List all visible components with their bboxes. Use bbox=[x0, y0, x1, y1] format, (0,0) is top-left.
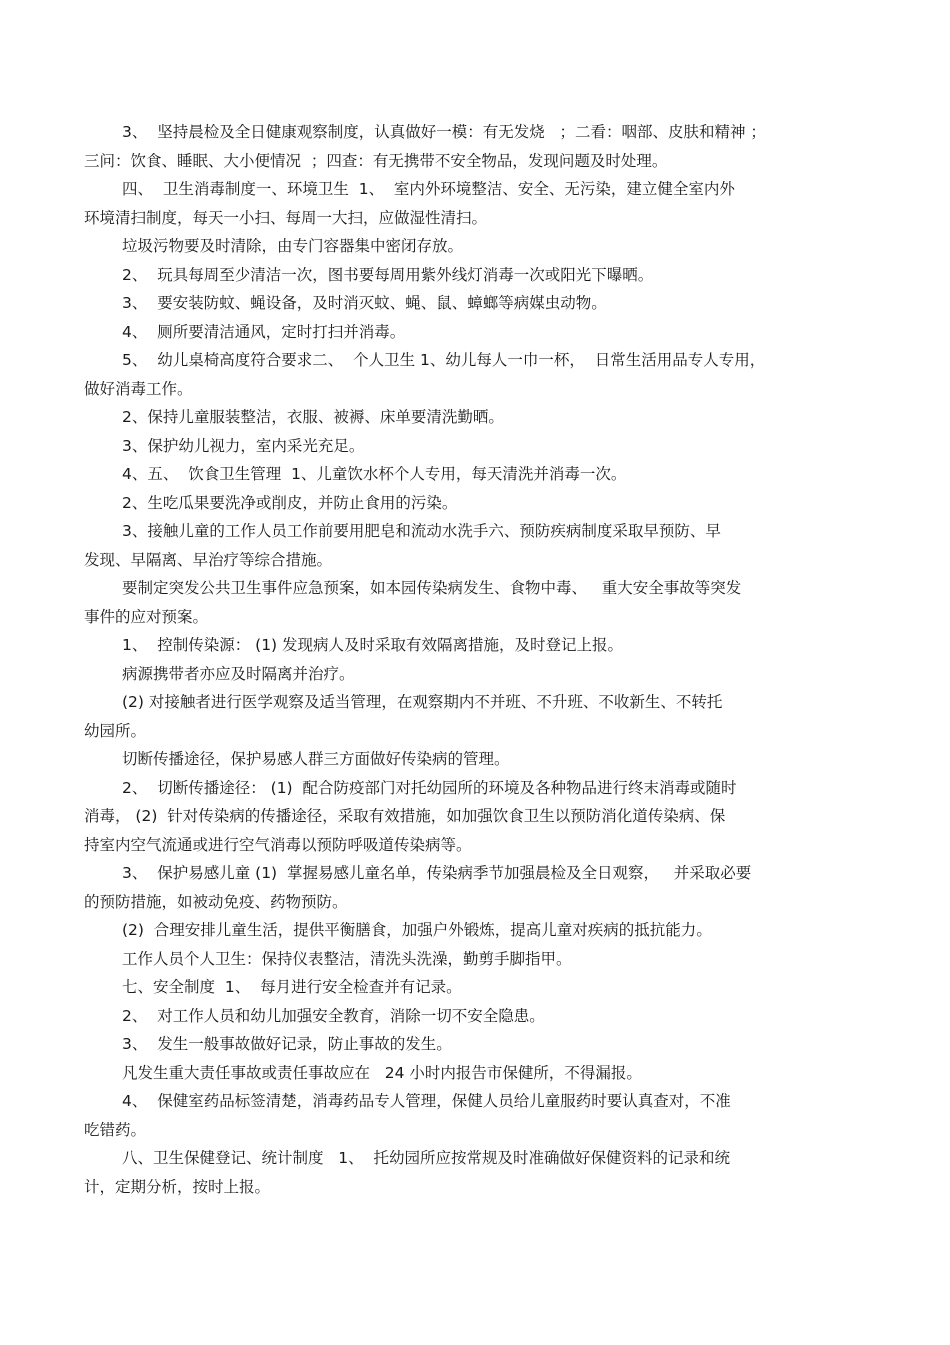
text-line: 4、 厕所要清洁通风，定时打扫并消毒。 bbox=[122, 322, 406, 341]
text-line: 5、 幼儿桌椅高度符合要求二、 个人卫生 1、幼儿每人一巾一杯， 日常生活用品专人专用， bbox=[122, 351, 766, 369]
text-line: 七、安全制度 1、 每月进行安全检查并有记录。 bbox=[122, 978, 462, 996]
text-line: 病源携带者亦应及时隔离并治疗。 bbox=[122, 664, 355, 683]
text-line: 做好消毒工作。 bbox=[84, 379, 193, 398]
text-line: 计，定期分析，按时上报。 bbox=[84, 1177, 271, 1196]
text-line: 环境清扫制度，每天一小扫、每周一大扫，应做湿性清扫。 bbox=[84, 208, 488, 227]
text-line: 四、 卫生消毒制度一、环境卫生 1、 室内外环境整洁、安全、无污染，建立健全室内外 bbox=[122, 180, 735, 198]
text-line: 3、保护幼儿视力，室内采光充足。 bbox=[122, 436, 365, 455]
text-line: 3、接触儿童的工作人员工作前要用肥皂和流动水洗手六、预防疾病制度采取早预防、早 bbox=[122, 522, 721, 540]
text-line: 消毒， (2) 针对传染病的传播途径，采取有效措施，如加强饮食卫生以预防消化道传染病、保 bbox=[84, 807, 726, 825]
text-line: 要制定突发公共卫生事件应急预案，如本园传染病发生、食物中毒、 重大安全事故等突发 bbox=[122, 579, 742, 597]
text-line: 工作人员个人卫生：保持仪表整洁，清洗头洗澡，勤剪手脚指甲。 bbox=[122, 949, 572, 968]
document-body bbox=[84, 118, 874, 1201]
text-line: 4、 保健室药品标签清楚，消毒药品专人管理，保健人员给儿童服药时要认真查对，不准 bbox=[122, 1092, 731, 1110]
text-line: 凡发生重大责任事故或责任事故应在 24 小时内报告市保健所，不得漏报。 bbox=[122, 1063, 642, 1082]
text-line: 2、 玩具每周至少清洁一次，图书要每周用紫外线灯消毒一次或阳光下曝晒。 bbox=[122, 265, 654, 284]
text-line: 2、 对工作人员和幼儿加强安全教育，消除一切不安全隐患。 bbox=[122, 1006, 545, 1025]
text-line: 4、五、 饮食卫生管理 1、儿童饮水杯个人专用，每天清洗并消毒一次。 bbox=[122, 465, 627, 483]
text-line: 三问：饮食、睡眠、大小便情况 ；四查：有无携带不安全物品，发现问题及时处理。 bbox=[84, 151, 668, 170]
text-line: 切断传播途径，保护易感人群三方面做好传染病的管理。 bbox=[122, 750, 510, 768]
text-line: 持室内空气流通或进行空气消毒以预防呼吸道传染病等。 bbox=[84, 835, 472, 854]
text-line: 3、 坚持晨检及全日健康观察制度，认真做好一模：有无发烧 ；二看：咽部、皮肤和精神 ； bbox=[122, 123, 766, 141]
text-line: 幼园所。 bbox=[84, 721, 147, 740]
text-line: 3、 发生一般事故做好记录，防止事故的发生。 bbox=[122, 1035, 452, 1053]
text-line: (2) 合理安排儿童生活，提供平衡膳食，加强户外锻炼，提高儿童对疾病的抵抗能力。 bbox=[122, 921, 712, 939]
text-line: 垃圾污物要及时清除，由专门容器集中密闭存放。 bbox=[122, 237, 464, 255]
text-line: 2、 切断传播途径： (1) 配合防疫部门对托幼园所的环境及各种物品进行终末消毒或随时 bbox=[122, 778, 737, 797]
text-line: 1、 控制传染源： (1) 发现病人及时采取有效隔离措施，及时登记上报。 bbox=[122, 636, 624, 654]
text-line: 2、保持儿童服装整洁，衣服、被褥、床单要清洗勤晒。 bbox=[122, 408, 504, 426]
text-line: 八、卫生保健登记、统计制度 1、 托幼园所应按常规及时准确做好保健资料的记录和统 bbox=[122, 1149, 730, 1167]
text-line: 3、 保护易感儿童 (1) 掌握易感儿童名单，传染病季节加强晨检及全日观察， 并采取必要 bbox=[122, 864, 752, 882]
text-line: (2) 对接触者进行医学观察及适当管理，在观察期内不并班、不升班、不收新生、不转托 bbox=[122, 693, 723, 711]
text-line: 吃错药。 bbox=[84, 1120, 147, 1139]
text-line: 发现、早隔离、早治疗等综合措施。 bbox=[84, 550, 333, 569]
text-line: 3、 要安装防蚊、蝇设备，及时消灭蚊、蝇、鼠、蟑螂等病媒虫动物。 bbox=[122, 294, 607, 312]
text-line: 2、生吃瓜果要洗净或削皮，并防止食用的污染。 bbox=[122, 493, 458, 512]
text-line: 事件的应对预案。 bbox=[84, 607, 209, 626]
text-line: 的预防措施，如被动免疫、药物预防。 bbox=[84, 892, 348, 911]
